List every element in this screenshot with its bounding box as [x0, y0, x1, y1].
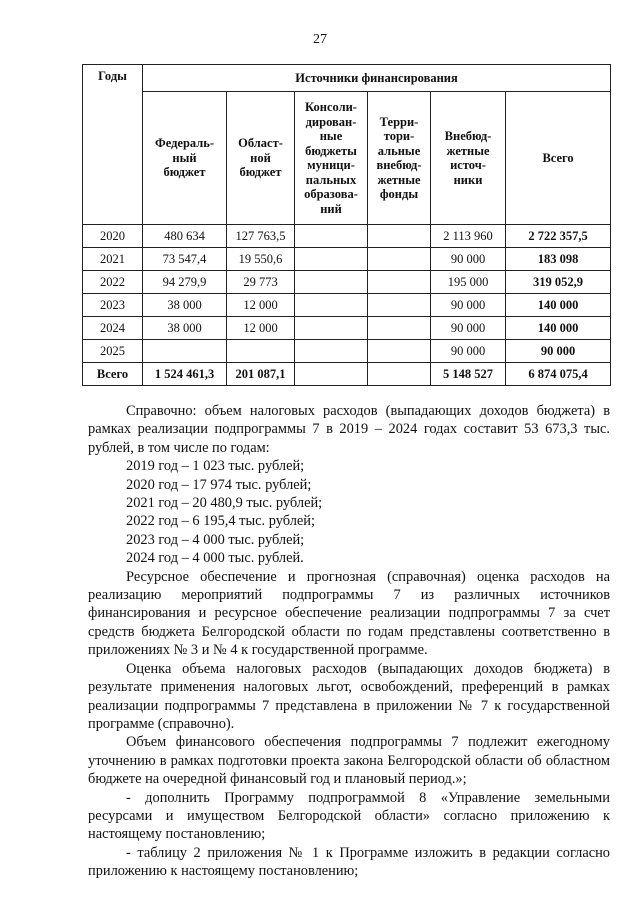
body-text: [88, 402, 610, 881]
col-federal-label: Федераль- ный бюджет: [154, 136, 215, 180]
year-line: 2021 год – 20 480,9 тыс. рублей;: [126, 495, 323, 512]
col-regional-label: Област- ной бюджет: [238, 136, 283, 180]
year-line: 2023 год – 4 000 тыс. рублей;: [126, 531, 305, 548]
table-cell: 29 773: [227, 271, 295, 294]
table-cell: 127 763,5: [227, 225, 295, 248]
table-cell: 90 000: [431, 294, 506, 317]
col-regional: [227, 92, 295, 225]
page-number: 27: [313, 32, 327, 47]
table-row: [83, 225, 611, 248]
table-cell: 2021: [83, 248, 143, 271]
paragraph-table-2: - таблицу 2 приложения № 1 к Программе изложить в редакции согласно приложению к настоящему постановлению;: [88, 844, 610, 880]
year-line: 2024 год – 4 000 тыс. рублей.: [126, 550, 304, 567]
col-extrabudget-label: Внебюд- жетные источ- ники: [444, 129, 492, 187]
table-cell: 140 000: [506, 317, 611, 340]
table-cell: [368, 363, 431, 386]
col-total: [506, 92, 611, 225]
table-cell: 38 000: [143, 294, 227, 317]
table-cell: 2 722 357,5: [506, 225, 611, 248]
table-cell: 90 000: [506, 340, 611, 363]
table-cell: 2023: [83, 294, 143, 317]
col-extrabudget: [431, 92, 506, 225]
table-cell: [295, 225, 368, 248]
table-cell: 2024: [83, 317, 143, 340]
table-cell: [295, 317, 368, 340]
table-cell: 94 279,9: [143, 271, 227, 294]
table-cell: [295, 294, 368, 317]
table-cell: 38 000: [143, 317, 227, 340]
paragraph-reference: Справочно: объем налоговых расходов (выпадающих доходов бюджета) в рамках реализации подпрограммы 7 в 2019 – 2024 годах составит 53 673,3 тыс. рублей, в том числе по годам:: [88, 403, 610, 456]
table-cell: [295, 271, 368, 294]
table-cell: Всего: [83, 363, 143, 386]
year-line: 2020 год – 17 974 тыс. рублей;: [126, 476, 312, 493]
table-cell: 480 634: [143, 225, 227, 248]
year-line: 2019 год – 1 023 тыс. рублей;: [126, 458, 305, 475]
table-cell: 90 000: [431, 317, 506, 340]
col-territorial: [368, 92, 431, 225]
paragraph-resources: Ресурсное обеспечение и прогнозная (справочная) оценка расходов на реализацию мероприятий подпрограммы 7 из различных источников финансирования и ресурсное обеспечение реализации подпрограммы 7 за счет средств бюджета Белгородской области по годам представлены соответственно в приложениях № 3 и № 4 к государственной программе.: [88, 568, 610, 659]
table-cell: [368, 225, 431, 248]
table-cell: [295, 363, 368, 386]
year-line: 2022 год – 6 195,4 тыс. рублей;: [126, 513, 315, 530]
table-cell: 201 087,1: [227, 363, 295, 386]
col-federal: [143, 92, 227, 225]
table-cell: 2022: [83, 271, 143, 294]
table-cell: 6 874 075,4: [506, 363, 611, 386]
table-cell: 1 524 461,3: [143, 363, 227, 386]
paragraph-tax-estimate: Оценка объема налоговых расходов (выпадающих доходов бюджета) в результате применения налоговых льгот, освобождений, преференций в рамках реализации подпрограммы 7 представлена в приложении № 7 к государственной программе (справочно).: [88, 660, 610, 732]
financing-table: [82, 64, 611, 386]
table-row: [83, 317, 611, 340]
paragraph-annual-update: Объем финансового обеспечения подпрограммы 7 подлежит ежегодному уточнению в рамках подготовки проекта закона Белгородской области об областном бюджете на очередной финансовый год и плановый период.»;: [88, 734, 610, 788]
table-cell: 2020: [83, 225, 143, 248]
table-cell: 140 000: [506, 294, 611, 317]
table-row: [83, 248, 611, 271]
table-cell: [227, 340, 295, 363]
table-cell: 2 113 960: [431, 225, 506, 248]
table-cell: 2025: [83, 340, 143, 363]
table-cell: 195 000: [431, 271, 506, 294]
header-sources: Источники финансирования: [143, 65, 611, 92]
table-row: [83, 271, 611, 294]
table-row: [83, 340, 611, 363]
table-cell: [295, 248, 368, 271]
table-cell: 5 148 527: [431, 363, 506, 386]
table-cell: 90 000: [431, 340, 506, 363]
table-cell: [295, 340, 368, 363]
paragraph-add-subprogram: - дополнить Программу подпрограммой 8 «Управление земельными ресурсами и имуществом Белгородской области» согласно приложению к настоящему постановлению;: [88, 789, 610, 843]
table-row: [83, 363, 611, 386]
table-cell: 183 098: [506, 248, 611, 271]
table-cell: 12 000: [227, 294, 295, 317]
table-cell: [368, 248, 431, 271]
table-cell: 73 547,4: [143, 248, 227, 271]
col-territorial-label: Терри- тори- альные внебюд- жетные фонды: [376, 114, 422, 201]
table-row: [83, 294, 611, 317]
table-cell: [143, 340, 227, 363]
table-cell: [368, 271, 431, 294]
table-cell: 319 052,9: [506, 271, 611, 294]
table-cell: 12 000: [227, 317, 295, 340]
table-cell: [368, 340, 431, 363]
col-municipal-label: Консоли- дирован- ные бюджеты муници- пальных образова- ний: [304, 100, 358, 216]
col-municipal: [295, 92, 368, 225]
table-cell: [368, 317, 431, 340]
col-total-label: Всего: [542, 150, 574, 165]
table-cell: 90 000: [431, 248, 506, 271]
table-cell: 19 550,6: [227, 248, 295, 271]
table-cell: [368, 294, 431, 317]
header-years: Годы: [83, 65, 143, 225]
